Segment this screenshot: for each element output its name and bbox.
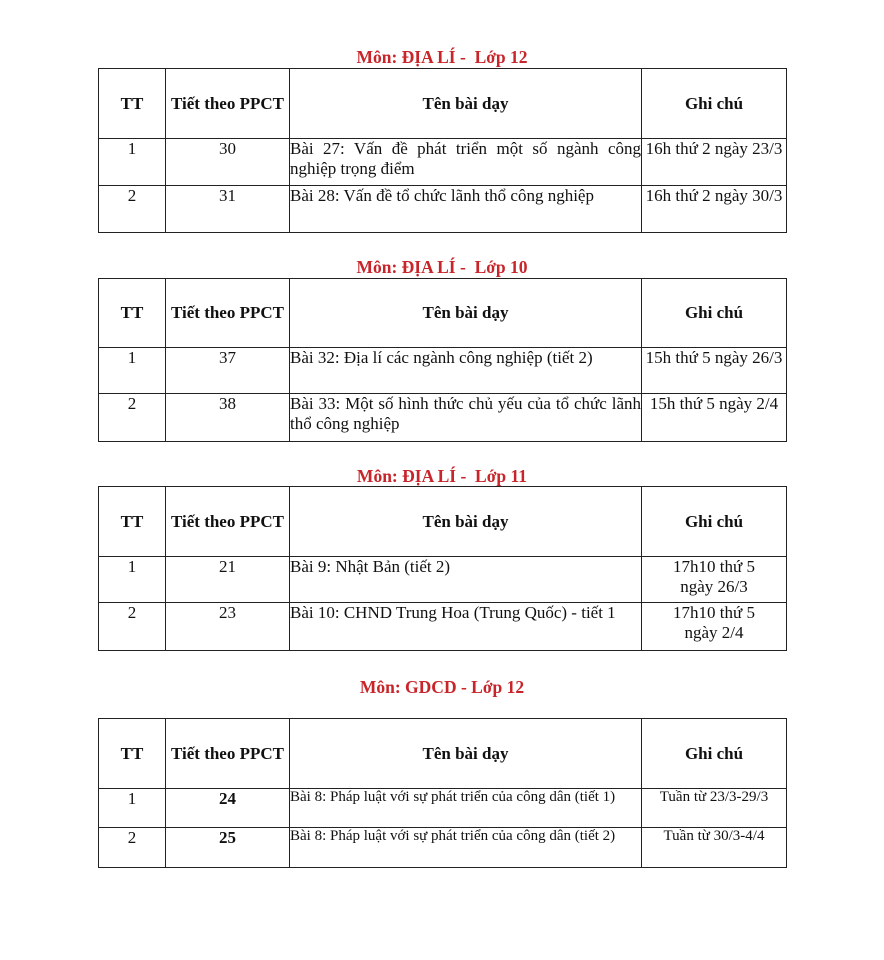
cell-tt: 2 xyxy=(99,603,166,651)
header-tt: TT xyxy=(99,69,166,139)
table-header-row xyxy=(99,719,787,789)
cell-tiet: 30 xyxy=(166,139,290,186)
section-title: Môn: GDCD - Lớp 12 xyxy=(359,677,525,697)
cell-tt: 2 xyxy=(99,186,166,233)
schedule-table xyxy=(98,278,787,442)
cell-ghi-chu: 15h thứ 5 ngày 26/3 xyxy=(642,348,787,394)
table-header-row xyxy=(99,279,787,348)
cell-ghi-chu: 17h10 thứ 5 ngày 26/3 xyxy=(642,557,787,603)
cell-tiet: 24 xyxy=(166,789,290,828)
cell-ten-bai: Bài 8: Pháp luật với sự phát triển của công dân (tiết 1) xyxy=(290,789,642,828)
cell-tiet: 23 xyxy=(166,603,290,651)
cell-tt: 1 xyxy=(99,139,166,186)
header-ghi: Ghi chú xyxy=(642,279,787,348)
table-header-row xyxy=(99,69,787,139)
cell-tt: 1 xyxy=(99,789,166,828)
cell-tiet: 31 xyxy=(166,186,290,233)
header-ten: Tên bài dạy xyxy=(290,69,642,139)
header-ghi: Ghi chú xyxy=(642,719,787,789)
cell-ten-bai: Bài 10: CHND Trung Hoa (Trung Quốc) - tiết 1 xyxy=(290,603,642,651)
cell-ghi-chu: 15h thứ 5 ngày 2/4 xyxy=(642,394,787,442)
table-row xyxy=(99,603,787,651)
header-ten: Tên bài dạy xyxy=(290,279,642,348)
header-tiet: Tiết theo PPCT xyxy=(166,719,290,789)
header-tt: TT xyxy=(99,487,166,557)
header-ghi: Ghi chú xyxy=(642,487,787,557)
table-row xyxy=(99,789,787,828)
table-row xyxy=(99,348,787,394)
cell-tiet: 37 xyxy=(166,348,290,394)
cell-tt: 2 xyxy=(99,394,166,442)
cell-tt: 2 xyxy=(99,828,166,868)
cell-ten-bai: Bài 27: Vấn đề phát triển một số ngành công nghiệp trọng điểm xyxy=(290,139,642,186)
cell-ghi-chu: Tuần từ 30/3-4/4 xyxy=(642,828,787,868)
schedule-table xyxy=(98,68,787,233)
cell-ten-bai: Bài 9: Nhật Bản (tiết 2) xyxy=(290,557,642,603)
cell-ghi-chu: 16h thứ 2 ngày 23/3 xyxy=(642,139,787,186)
schedule-table xyxy=(98,486,787,651)
table-row xyxy=(99,557,787,603)
table-header-row xyxy=(99,487,787,557)
cell-ten-bai: Bài 8: Pháp luật với sự phát triển của công dân (tiết 2) xyxy=(290,828,642,868)
cell-tiet: 38 xyxy=(166,394,290,442)
cell-ten-bai: Bài 28: Vấn đề tổ chức lãnh thổ công nghiệp xyxy=(290,186,642,233)
cell-ten-bai: Bài 32: Địa lí các ngành công nghiệp (tiết 2) xyxy=(290,348,642,394)
header-tt: TT xyxy=(99,279,166,348)
header-tt: TT xyxy=(99,719,166,789)
schedule-table xyxy=(98,718,787,868)
cell-tiet: 25 xyxy=(166,828,290,868)
table-row xyxy=(99,828,787,868)
header-tiet: Tiết theo PPCT xyxy=(166,279,290,348)
header-tiet: Tiết theo PPCT xyxy=(166,69,290,139)
cell-tiet: 21 xyxy=(166,557,290,603)
cell-tt: 1 xyxy=(99,348,166,394)
header-ten: Tên bài dạy xyxy=(290,487,642,557)
table-row xyxy=(99,394,787,442)
cell-ten-bai: Bài 33: Một số hình thức chủ yếu của tổ chức lãnh thổ công nghiệp xyxy=(290,394,642,442)
header-tiet: Tiết theo PPCT xyxy=(166,487,290,557)
header-ten: Tên bài dạy xyxy=(290,719,642,789)
header-ghi: Ghi chú xyxy=(642,69,787,139)
table-row xyxy=(99,186,787,233)
table-row xyxy=(99,139,787,186)
cell-ghi-chu: 17h10 thứ 5 ngày 2/4 xyxy=(642,603,787,651)
cell-ghi-chu: Tuần từ 23/3-29/3 xyxy=(642,789,787,828)
section-title: Môn: ĐỊA LÍ - Lớp 10 xyxy=(356,257,528,277)
section-title: Môn: ĐỊA LÍ - Lớp 12 xyxy=(356,47,528,67)
cell-tt: 1 xyxy=(99,557,166,603)
section-title: Môn: ĐỊA LÍ - Lớp 11 xyxy=(356,466,528,486)
cell-ghi-chu: 16h thứ 2 ngày 30/3 xyxy=(642,186,787,233)
